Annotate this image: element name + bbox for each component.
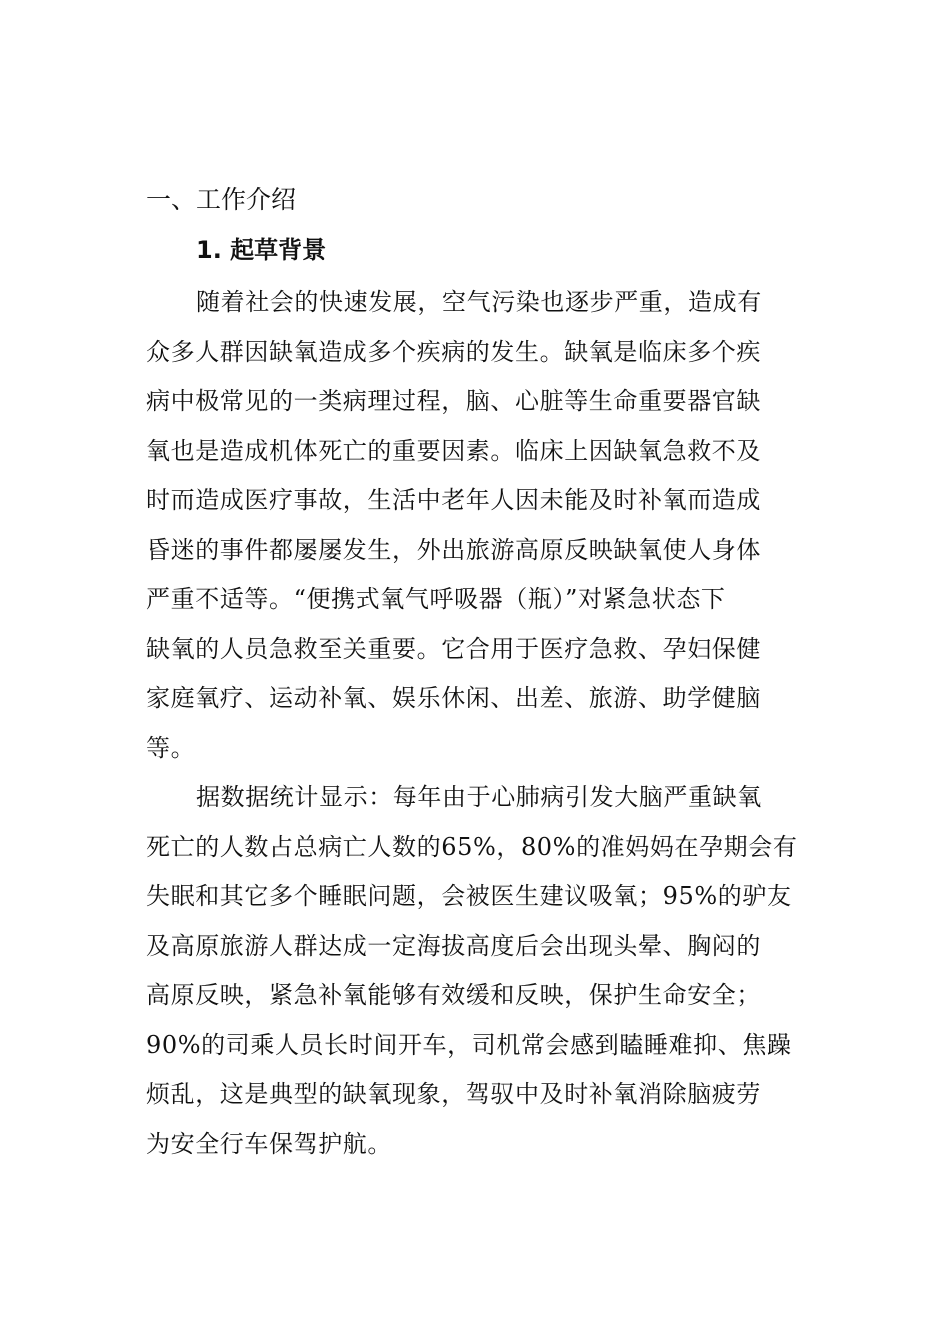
paragraph-line: 昏迷的事件都屡屡发生，外出旅游高原反映缺氧使人身体 bbox=[146, 535, 761, 564]
paragraph-line: 氧也是造成机体死亡的重要因素。临床上因缺氧急救不及 bbox=[146, 436, 761, 465]
document-page bbox=[146, 178, 806, 1169]
paragraph-line: 失眠和其它多个睡眠问题，会被医生建议吸氧；95%的驴友 bbox=[146, 882, 792, 910]
paragraph-line: 高原反映，紧急补氧能够有效缓和反映，保护生命安全； bbox=[146, 981, 761, 1009]
paragraph-line: 家庭氧疗、运动补氧、娱乐休闲、出差、旅游、助学健脑 bbox=[146, 684, 761, 712]
paragraph-line: 病中极常见的一类病理过程，脑、心脏等生命重要器官缺 bbox=[146, 387, 761, 415]
paragraph-line: 烦乱，这是典型的缺氧现象，驾驭中及时补氧消除脑疲劳 bbox=[146, 1080, 761, 1108]
paragraph-background bbox=[146, 278, 806, 773]
section-heading: 一、工作介绍 bbox=[146, 185, 297, 214]
paragraph-line: 时而造成医疗事故，生活中老年人因未能及时补氧而造成 bbox=[146, 486, 761, 514]
paragraph-line: 及高原旅游人群达成一定海拔高度后会出现头晕、胸闷的 bbox=[146, 931, 761, 960]
paragraph-statistics bbox=[146, 773, 806, 1169]
paragraph-line: 严重不适等。“便携式氧气呼吸器（瓶）”对紧急状态下 bbox=[146, 585, 726, 613]
paragraph-line: 为安全行车保驾护航。 bbox=[146, 1129, 392, 1158]
paragraph-line: 90%的司乘人员长时间开车，司机常会感到瞌睡难抑、焦躁 bbox=[146, 1030, 792, 1059]
paragraph-line: 缺氧的人员急救至关重要。它合用于医疗急救、孕妇保健 bbox=[146, 634, 761, 663]
paragraph-line: 随着社会的快速发展，空气污染也逐步严重，造成有 bbox=[196, 288, 762, 316]
paragraph-line: 据数据统计显示：每年由于心肺病引发大脑严重缺氧 bbox=[196, 783, 762, 811]
paragraph-line: 众多人群因缺氧造成多个疾病的发生。缺氧是临床多个疾 bbox=[146, 337, 761, 366]
subsection-heading: 1. 起草背景 bbox=[196, 236, 327, 264]
paragraph-line: 等。 bbox=[146, 733, 196, 762]
paragraph-line: 死亡的人数占总病亡人数的65%，80%的准妈妈在孕期会有 bbox=[146, 832, 798, 861]
